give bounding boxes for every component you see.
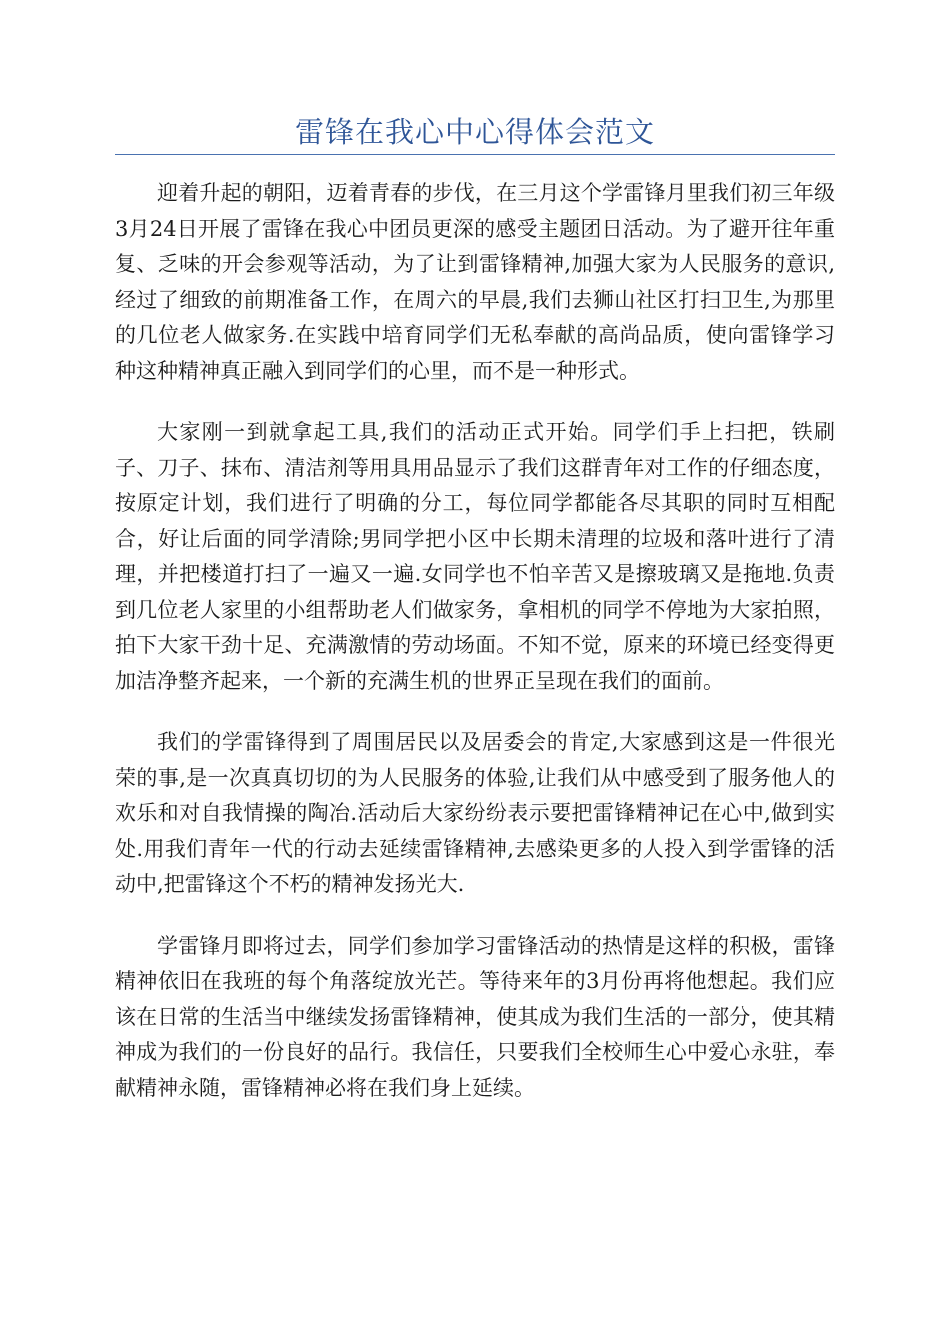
paragraph-4: 学雷锋月即将过去，同学们参加学习雷锋活动的热情是这样的积极，雷锋精神依旧在我班的每个角落绽放光芒。等待来年的3月份再将他想起。我们应该在日常的生活当中继续发扬雷锋精神，使其成为我们生活的一部分，使其精神成为我们的一份良好的品行。我信任，只要我们全校师生心中爱心永驻，奉献精神永随，雷锋精神必将在我们身上延续。	[115, 933, 835, 1100]
title-underline	[115, 154, 835, 155]
paragraph-1: 迎着升起的朝阳，迈着青春的步伐，在三月这个学雷锋月里我们初三年级3月24日开展了雷锋在我心中团员更深的感受主题团日活动。为了避开往年重复、乏味的开会参观等活动，为了让到雷锋精神,加强大家为人民服务的意识,经过了细致的前期准备工作，在周六的早晨,我们去狮山社区打扫卫生,为那里的几位老人做家务.在实践中培育同学们无私奉献的高尚品质，使向雷锋学习种这种精神真正融入到同学们的心里，而不是一种形式。	[115, 181, 835, 383]
document-body	[115, 176, 835, 1132]
paragraph-3: 我们的学雷锋得到了周围居民以及居委会的肯定,大家感到这是一件很光荣的事,是一次真真切切的为人民服务的体验,让我们从中感受到了服务他人的欢乐和对自我情操的陶冶.活动后大家纷纷表示要把雷锋精神记在心中,做到实处.用我们青年一代的行动去延续雷锋精神,去感染更多的人投入到学雷锋的活动中,把雷锋这个不朽的精神发扬光大.	[115, 730, 835, 896]
paragraph-2: 大家刚一到就拿起工具,我们的活动正式开始。同学们手上扫把，铁刷子、刀子、抹布、清洁剂等用具用品显示了我们这群青年对工作的仔细态度，按原定计划，我们进行了明确的分工，每位同学都能各尽其职的同时互相配合，好让后面的同学清除;男同学把小区中长期未清理的垃圾和落叶进行了清理，并把楼道打扫了一遍又一遍.女同学也不怕辛苦又是擦玻璃又是拖地.负责到几位老人家里的小组帮助老人们做家务，拿相机的同学不停地为大家拍照，拍下大家干劲十足、充满激情的劳动场面。不知不觉，原来的环境已经变得更加洁净整齐起来，一个新的充满生机的世界正呈现在我们的面前。	[115, 420, 835, 693]
document-title: 雷锋在我心中心得体会范文	[294, 115, 655, 149]
